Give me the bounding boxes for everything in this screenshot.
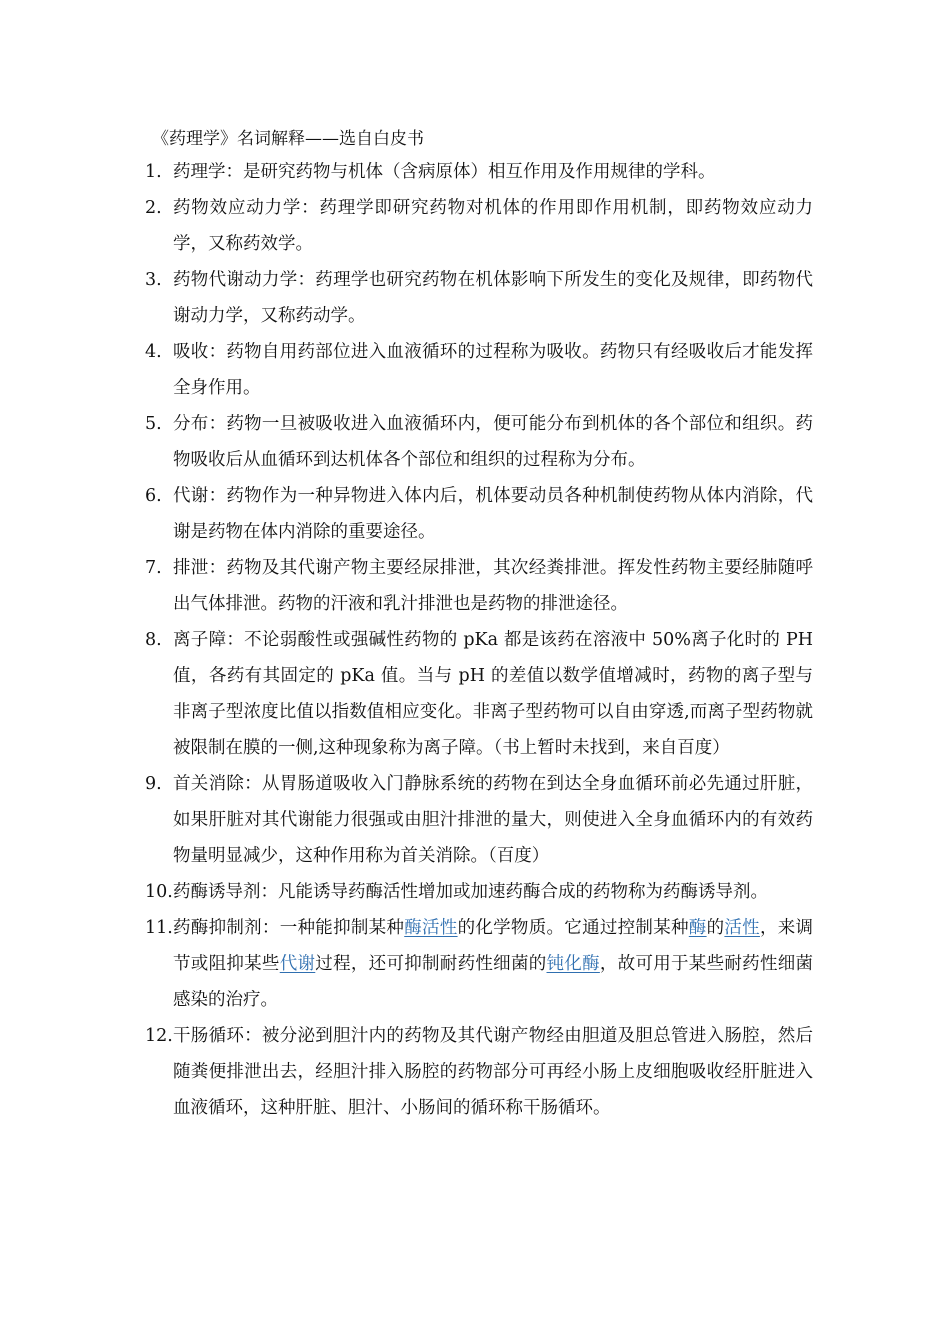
list-item xyxy=(145,334,813,406)
list-item xyxy=(145,262,813,334)
item-number: 11. xyxy=(145,918,173,938)
item-text: 首关消除：从胃肠道吸收入门静脉系统的药物在到达全身血循环前必先通过肝脏，如果肝脏对其代谢能力很强或由胆汁排泄的量大，则使进入全身血循环内的有效药物量明显减少，这种作用称为首关消除。（百度） xyxy=(173,774,813,866)
list-item xyxy=(145,550,813,622)
document-title: 《药理学》名词解释——选自白皮书 xyxy=(152,129,424,149)
item-number: 6. xyxy=(145,486,162,506)
item-text: 干肠循环：被分泌到胆汁内的药物及其代谢产物经由胆道及胆总管进入肠腔，然后随粪便排泄出去，经胆汁排入肠腔的药物部分可再经小肠上皮细胞吸收经肝脏进入血液循环，这种肝脏、胆汁、小肠间的循环称干肠循环。 xyxy=(173,1026,813,1118)
list-item xyxy=(145,766,813,874)
item-text: 吸收：药物自用药部位进入血液循环的过程称为吸收。药物只有经吸收后才能发挥全身作用。 xyxy=(173,342,813,398)
item-text: 的化学物质。它通过控制某种 xyxy=(457,918,689,938)
item-number: 4. xyxy=(145,342,162,362)
item-text: 药酶抑制剂：一种能抑制某种 xyxy=(173,918,405,938)
item-number: 10. xyxy=(145,882,173,902)
item-number: 8. xyxy=(145,630,162,650)
link-inactivating-enzyme[interactable]: 钝化酶 xyxy=(546,954,600,974)
item-text: 代谢：药物作为一种异物进入体内后，机体要动员各种机制使药物从体内消除，代谢是药物在体内消除的重要途径。 xyxy=(173,486,813,542)
item-text: 药酶诱导剂：凡能诱导药酶活性增加或加速药酶合成的药物称为药酶诱导剂。 xyxy=(173,882,768,902)
link-enzyme[interactable]: 酶 xyxy=(688,918,707,938)
item-number: 9. xyxy=(145,774,162,794)
item-text: ，故可用于某些耐药性细菌感染的治疗。 xyxy=(173,954,814,1010)
list-item xyxy=(145,406,813,478)
list-item xyxy=(145,478,813,550)
term-list xyxy=(145,154,813,1126)
link-metabolism[interactable]: 代谢 xyxy=(279,954,316,974)
item-text: 离子障：不论弱酸性或强碱性药物的 pKa 都是该药在溶液中 50%离子化时的 PH 值，各药有其固定的 pKa 值。当与 pH 的差值以数学值增减时，药物的离子型与非离子型浓度比值以指数值相应变化。非离子型药物可以自由穿透,而离子型药物就被限制在膜的一侧,这种现象称为离子障。（书上暂时未找到，来自百度） xyxy=(173,630,813,758)
item-text: 药物效应动力学：药理学即研究药物对机体的作用即作用机制，即药物效应动力学，又称药效学。 xyxy=(173,198,813,254)
list-item xyxy=(145,622,813,766)
item-number: 3. xyxy=(145,270,162,290)
item-number: 1. xyxy=(145,162,162,182)
list-item xyxy=(145,1018,813,1126)
link-activity[interactable]: 活性 xyxy=(724,918,760,938)
item-text: 药理学：是研究药物与机体（含病原体）相互作用及作用规律的学科。 xyxy=(173,162,716,182)
item-number: 2. xyxy=(145,198,162,218)
link-enzyme-activity[interactable]: 酶活性 xyxy=(404,918,458,938)
item-number: 12. xyxy=(145,1026,173,1046)
list-item xyxy=(145,154,813,190)
item-text: 排泄：药物及其代谢产物主要经尿排泄，其次经粪排泄。挥发性药物主要经肺随呼出气体排泄。药物的汗液和乳汁排泄也是药物的排泄途径。 xyxy=(173,558,813,614)
item-text: 分布：药物一旦被吸收进入血液循环内，便可能分布到机体的各个部位和组织。药物吸收后从血循环到达机体各个部位和组织的过程称为分布。 xyxy=(173,414,813,470)
item-text: 的 xyxy=(706,918,725,938)
item-number: 5. xyxy=(145,414,162,434)
item-text: 药物代谢动力学：药理学也研究药物在机体影响下所发生的变化及规律，即药物代谢动力学，又称药动学。 xyxy=(173,270,813,326)
list-item xyxy=(145,190,813,262)
item-number: 7. xyxy=(145,558,162,578)
list-item-enzyme-inhibitor xyxy=(145,910,813,1018)
item-text: ，来调节或阻抑某些 xyxy=(173,918,814,974)
list-item xyxy=(145,874,813,910)
item-text: 过程，还可抑制耐药性细菌的 xyxy=(315,954,547,974)
